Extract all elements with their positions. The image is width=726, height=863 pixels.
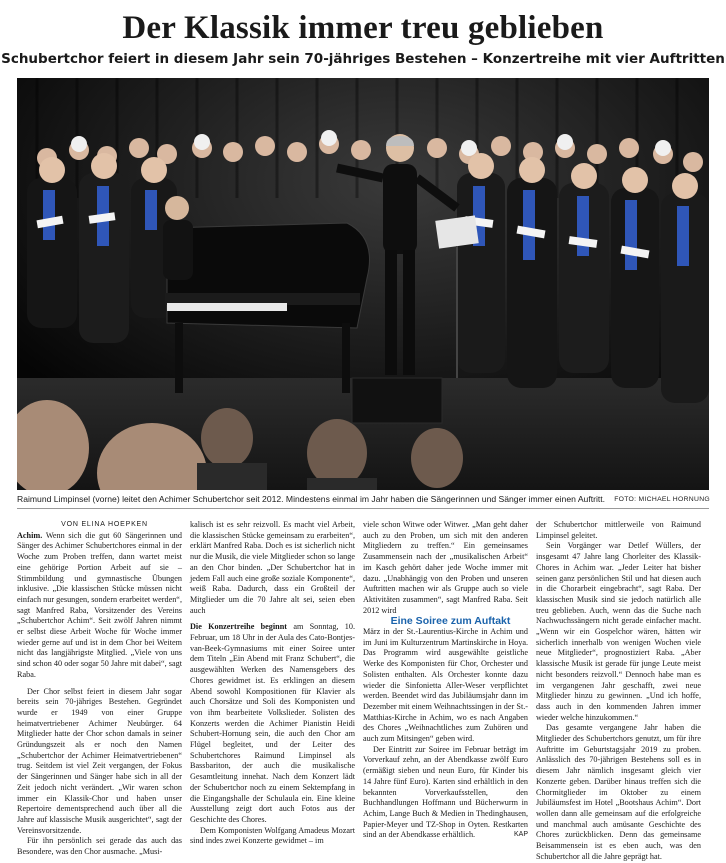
- paragraph: März in der St.-Laurentius-Kirche in Achim und im Juni im Kulturzentrum Martinskirche in Hoya. Das Programm wird ausgewählte geistliche Werke des Komponisten für Chor, Orchester und Solisten enthalten. Als Orchester konnte dazu wieder die Sinfonietta Aller-Weser verpflichtet werden. Beendet wird das Jubiläumsjahr dann im Dezember mit einem Weihnachtssingen in der St.-Matthias-Kirche in Achim, wo es nach Angaben des Chores „Weihnachtliches zum Zuhören und auch zum Mitsingen“ geben wird.: [363, 627, 528, 744]
- paragraph: Der Chor selbst feiert in diesem Jahr sogar bereits sein 70-jähriges Bestehen. Gegründet wurde er 1949 von einer Gruppe heimatvertriebener Achimer Neubürger. 64 Mitglieder hatte der Chor schon damals in seiner Gründungszeit als er noch den Namen „Schubertchor der Achimer Heimatvertriebenen“ trug. Seitdem ist viel Zeit vergangen, der Fokus der Sängerinnen und Sänger habe sich in all der Zeit jedoch nicht verändert. „Wir waren schon immer ein Klassik-Chor und haben unser Repertoire dementsprechend auch über all die Jahre auf klassische Musik ausgerichtet“, sagt der Vereinsvorsitzende.: [17, 686, 182, 835]
- subheadline: Schubertchor feiert in diesem Jahr sein 70-jähriges Bestehen – Konzertreihe mit vier Auftritten: [1, 51, 725, 67]
- lead-paragraph: [17, 531, 182, 681]
- concert-lead: Die Konzertreihe beginnt: [190, 622, 288, 632]
- article-column-2: [190, 520, 355, 847]
- dateline: Achim.: [17, 530, 43, 540]
- photo-credit: FOTO: MICHAEL HORNUNG: [614, 496, 710, 503]
- paragraph: viele schon Witwe oder Witwer. „Man geht daher auch zu den Proben, um sich mit den anderen Mitgliedern zu treffen.“ Ein gemeinsames Zusammensein nach der „musikalischen Arbeit“ im Kasch gehört daher jede Woche immer mit dazu. „Unabhängig von den Proben und unseren Auftritten machen wir als Gruppe auch so viele Aktivitäten zusammen“, sagt Manfred Raba. Seit 2012 wird: [363, 520, 528, 615]
- paragraph: der Schubertchor mittlerweile von Raimund Limpinsel geleitet.: [536, 520, 701, 540]
- paragraph-text: Der Eintritt zur Soiree im Februar beträgt im Vorverkauf zehn, an der Abendkasse zwölf Euro (ermäßigt sieben und neun Euro, für Kinder bis 14 Jahre fünf Euro). Karten sind erhältlich in den bekannten Vorverkaufsstellen, den Buchhandlungen Hoffmann und Bücherwurm in Achim, Lange Buch & Medien in Thedinghausen, Papier-Meyer und TZ-Shop in Oyten. Restkarten sind an der Abendkasse erhältlich.: [363, 744, 528, 840]
- paragraph: kalisch ist es sehr reizvoll. Es macht viel Arbeit, die klassischen Stücke gemeinsam zu erarbeiten“, erklärt Manfred Raba. Doch es ist sicherlich nicht nur die Musik, die viele Mitglieder schon so lange an den Chor binden. „Der Schubertchor hat in jedem Fall auch eine große soziale Komponente“, weiß Raba. Dadurch, dass ein Großteil der Mitglieder um die 70 Jahre alt sei, seien eben auch: [190, 520, 355, 615]
- paragraph: [190, 622, 355, 825]
- article-column-4: [536, 520, 701, 863]
- section-subtitle: Eine Soiree zum Auftakt: [390, 615, 511, 628]
- paragraph-text: Wenn sich die gut 60 Sängerinnen und Sänger des Achimer Schubertchores einmal in der Woche zum Proben treffen, dann wartet meist eine gehörige Portion Arbeit auf sie – Stimmbildung und gymnastische Übungen inklusive. „Die klassischen Stücke müssen nicht einfach nur gesungen, sondern erarbeitet werden“, sagt Manfred Raba, Vorsitzender des Vereins „Schubertchor Achim“. Seit zwölf Jahren nimmt er selbst diese Arbeit Woche für Woche immer wieder gerne auf und ist in dem Chor bei Weitem nicht das langjährigste Mitglied. „Viele von uns sind schon 40 oder sogar 50 Jahre mit dabei“, sagt Raba.: [17, 530, 182, 679]
- paragraph: Für ihn persönlich sei gerade das auch das Besondere, was den Chor ausmache. „Musi-: [17, 836, 182, 857]
- article-column-3: [363, 520, 528, 841]
- divider: [17, 508, 709, 509]
- paragraph: Sein Vorgänger war Detlef Wüllers, der insgesamt 47 Jahre lang Chorleiter des Klassik-Chores in Achim war. „Jeder Leiter hat bisher seinen ganz persönlichen Stil und hat diesen auch in die Chorarbeit eingebracht“, sagt Raba. Der klassischen Musik sind sie jedoch natürlich alle treu geblieben. Auch, wenn das die Suche nach Nachwuchssängern nicht gerade einfacher macht. „Wenn wir ein Gospelchor wären, hätten wir sicherlich innerhalb von wenigen Wochen viele neue Mitglieder“, prognostiziert Raba. „Aber klassische Musik ist gerade für junge Leute meist nicht besonders reizvoll.“ Dennoch habe man es im vergangenen Jahr geschafft, zwei neue Mitglieder hinzu zu gewinnen. „Und ich hoffe, dass auch in den kommenden Jahren immer wieder welche hinzukommen.“: [536, 541, 701, 722]
- byline: VON ELINA HOEPKEN: [61, 521, 148, 528]
- headline: Der Klassik immer treu geblieben: [122, 10, 604, 46]
- paragraph: Dem Komponisten Wolfgang Amadeus Mozart sind indes zwei Konzerte gewidmet – im: [190, 825, 355, 846]
- article-column-1: [17, 520, 182, 858]
- choir-photo-illustration: [17, 78, 709, 490]
- paragraph: [363, 745, 528, 841]
- paragraph: Das gesamte vergangene Jahr haben die Mitglieder des Schubertchors genutzt, um für ihre Auftritte im Geburtstagsjahr 2019 zu proben. Anlässlich des 70-jährigen Bestehens soll es in diesem Jahr nämlich insgesamt gleich vier Konzerte geben. Darüber hinaus treffen sich die Chormitglieder im Oktober zu einem Jubiläumsfest im Hotel „Bootshaus Achim“. Dort wollen dann alle gemeinsam auf die erfolgreiche und manchmal auch amüsante Geschichte des Chores zurückblicken. Denn das gemeinsame Beisammensein ist es eben auch, was den Schubertchor all die Jahre geprägt hat.: [536, 723, 701, 861]
- author-signature: KAP: [513, 831, 528, 839]
- photo-caption: Raimund Limpinsel (vorne) leitet den Achimer Schubertchor seit 2012. Mindestens einmal im Jahr haben die Sängerinnen und Sänger immer einen Auftritt.: [17, 494, 606, 504]
- paragraph-text: am Sonntag, 10. Februar, um 18 Uhr in der Aula des Cato-Bontjes-van-Beek-Gymnasiums mit einer Soiree unter dem Titeln „Ein Abend mit Franz Schubert“, die ausgewählten Werken des Namensgebers des Chores gewidmet ist. Es erklingen an diesem Abend sowohl Kompositionen für Klavier als auch Chorsätze und Soli des Komponisten und von ihm bearbeitete Volkslieder. Solisten des Konzerts werden die Achimer Pianistin Heidi Schubert-Hornung sein, die auch den Chor am Flügel begleitet, und der Leiter des Schubertchores Raimund Limpinsel als Bassbariton, der auch die musikalische Gesamtleitung innehat. Nach dem Konzert lädt der Schubertchor noch zu einem Sektempfang in die Eingangshalle der Schulaula ein. Eine kleine Ausstellung zeigt dort auch Fotos aus der Geschichte des Chores.: [190, 622, 356, 824]
- article-photo: [17, 78, 709, 490]
